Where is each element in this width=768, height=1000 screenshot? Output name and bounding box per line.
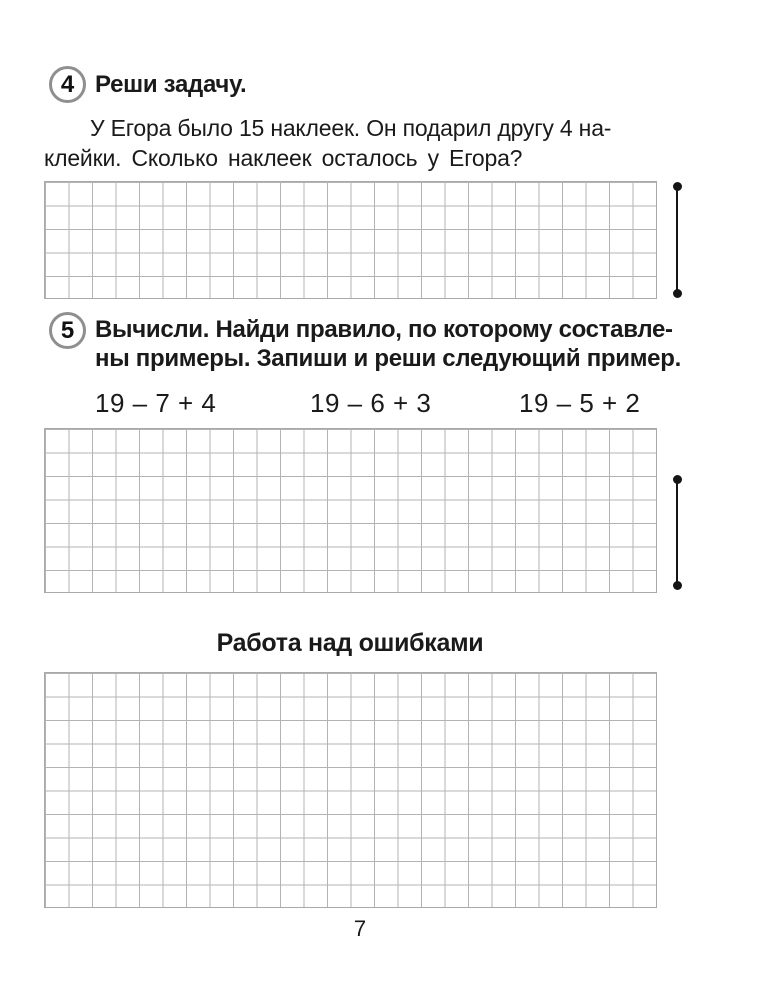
work-on-mistakes-writing-grid	[44, 672, 657, 908]
task-4-number-badge	[49, 66, 86, 103]
task-5-number-badge	[49, 312, 86, 349]
task-5-title-line1: Вычисли. Найди правило, по которому составле-	[95, 316, 673, 343]
task-4-writing-grid	[44, 181, 657, 299]
task-5-title	[95, 315, 681, 373]
task-4-title: Реши задачу.	[95, 71, 247, 98]
task-5-title-line2: ны примеры. Запиши и реши следующий пример.	[95, 345, 681, 372]
task-4-margin-marker-line	[676, 186, 678, 294]
task-4-problem-text	[44, 113, 664, 173]
task-5-writing-grid	[44, 428, 657, 593]
task-4-number: 4	[60, 70, 75, 98]
task-4-problem-line1: У Егора было 15 наклеек. Он подарил другу 4 на-	[90, 115, 612, 141]
task-5-margin-marker-line	[676, 479, 678, 586]
page-number: 7	[353, 916, 367, 941]
task-5-expression-1: 19 – 7 + 4	[95, 388, 217, 418]
task-5-expression-3: 19 – 5 + 2	[519, 388, 641, 418]
task-5-number: 5	[60, 316, 75, 344]
task-5-expression-2: 19 – 6 + 3	[310, 388, 432, 418]
task-4-problem-line2: клейки. Сколько наклеек осталось у Егора?	[44, 145, 523, 171]
section-heading-work-on-mistakes: Работа над ошибками	[216, 629, 484, 657]
